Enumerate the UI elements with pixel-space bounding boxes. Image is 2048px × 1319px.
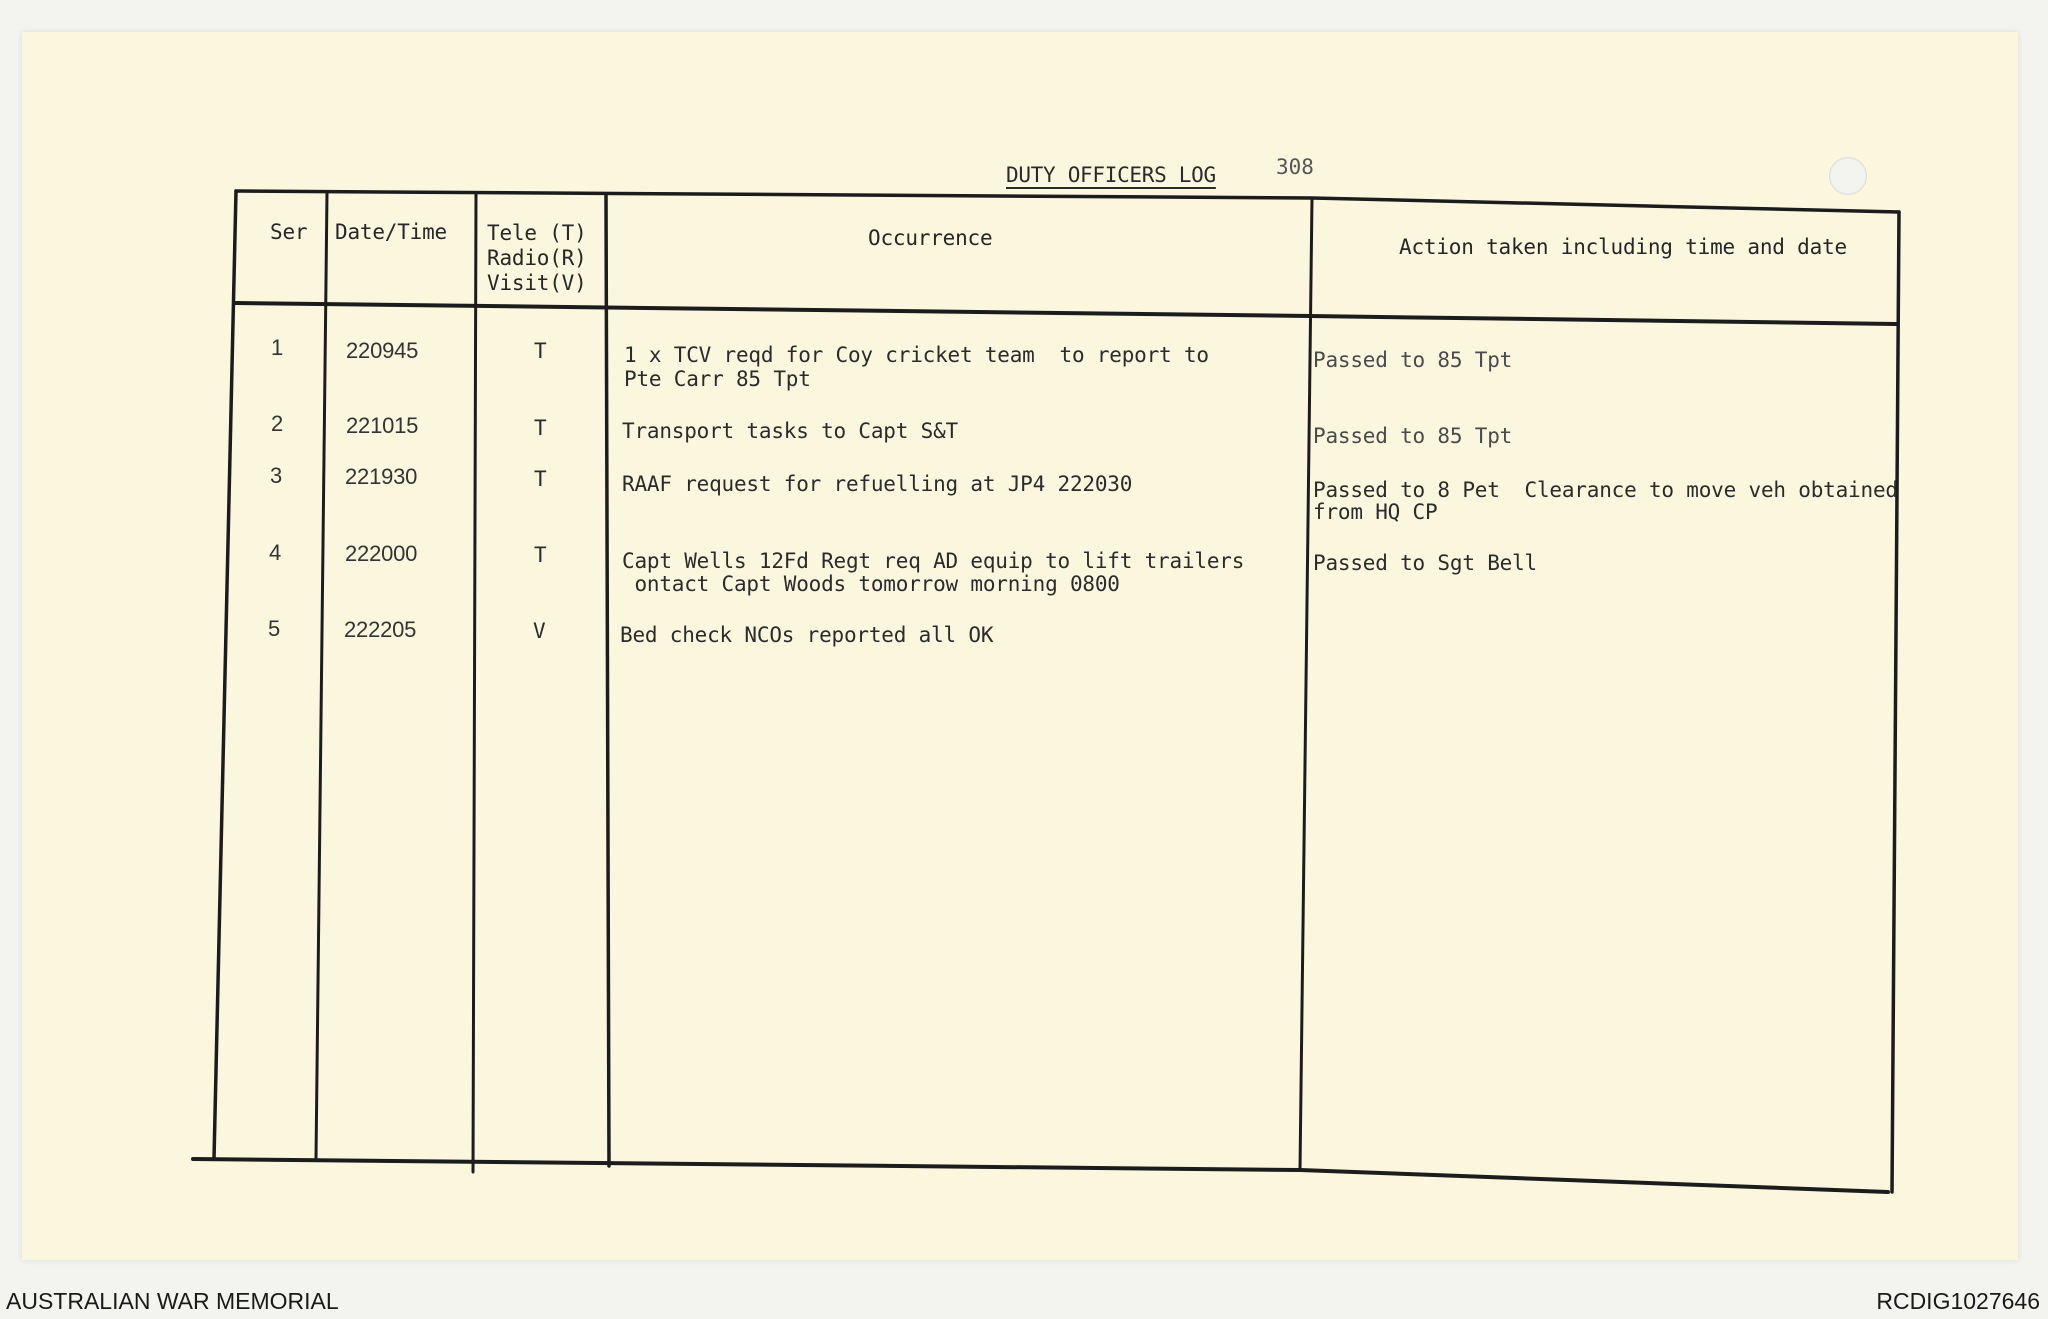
row-2-action-line-1: Passed to 85 Tpt bbox=[1313, 424, 1513, 448]
row-5-mode: V bbox=[533, 619, 546, 643]
row-1-occurrence-line-2: Pte Carr 85 Tpt bbox=[624, 367, 811, 391]
header-occurrence: Occurrence bbox=[868, 226, 993, 250]
footer-archive-name: AUSTRALIAN WAR MEMORIAL bbox=[6, 1288, 339, 1314]
header-mode-line-3: Visit(V) bbox=[487, 271, 587, 295]
header-mode-line-1: Tele (T) bbox=[487, 221, 587, 245]
row-1-date-time: 220945 bbox=[346, 338, 419, 363]
row-1-action-line-1: Passed to 85 Tpt bbox=[1313, 348, 1513, 372]
row-2-ser: 2 bbox=[271, 411, 284, 436]
footer-record-id: RCDIG1027646 bbox=[1876, 1288, 2040, 1314]
row-5-occurrence-line-1: Bed check NCOs reported all OK bbox=[620, 623, 994, 647]
header-date-time: Date/Time bbox=[335, 220, 447, 244]
row-3-action-line-2: from HQ CP bbox=[1313, 500, 1438, 524]
row-5-date-time: 222205 bbox=[344, 617, 417, 642]
row-1-occurrence-line-1: 1 x TCV reqd for Coy cricket team to report to bbox=[624, 343, 1209, 367]
row-4-action-line-1: Passed to Sgt Bell bbox=[1313, 551, 1537, 575]
row-3-date-time: 221930 bbox=[345, 464, 418, 489]
row-4-occurrence-line-1: Capt Wells 12Fd Regt req AD equip to lift trailers bbox=[622, 549, 1245, 573]
row-1-mode: T bbox=[534, 339, 547, 363]
page-number: 308 bbox=[1276, 155, 1314, 179]
log-title: DUTY OFFICERS LOG bbox=[1006, 163, 1216, 187]
header-action: Action taken including time and date bbox=[1399, 235, 1847, 259]
row-4-occurrence-line-2: ontact Capt Woods tomorrow morning 0800 bbox=[622, 572, 1120, 596]
row-4-date-time: 222000 bbox=[345, 541, 418, 566]
row-4-ser: 4 bbox=[269, 540, 282, 565]
row-3-ser: 3 bbox=[270, 463, 283, 488]
header-ser: Ser bbox=[270, 220, 308, 244]
row-5-ser: 5 bbox=[268, 616, 281, 641]
row-2-occurrence-line-1: Transport tasks to Capt S&T bbox=[622, 419, 958, 443]
row-2-date-time: 221015 bbox=[346, 413, 419, 438]
row-4-mode: T bbox=[534, 543, 547, 567]
row-1-ser: 1 bbox=[271, 335, 284, 360]
row-3-occurrence-line-1: RAAF request for refuelling at JP4 222030 bbox=[622, 472, 1133, 496]
row-3-action-line-1: Passed to 8 Pet Clearance to move veh obtained bbox=[1313, 478, 1898, 502]
row-3-mode: T bbox=[534, 467, 547, 491]
row-2-mode: T bbox=[534, 416, 547, 440]
header-mode-line-2: Radio(R) bbox=[487, 246, 587, 270]
